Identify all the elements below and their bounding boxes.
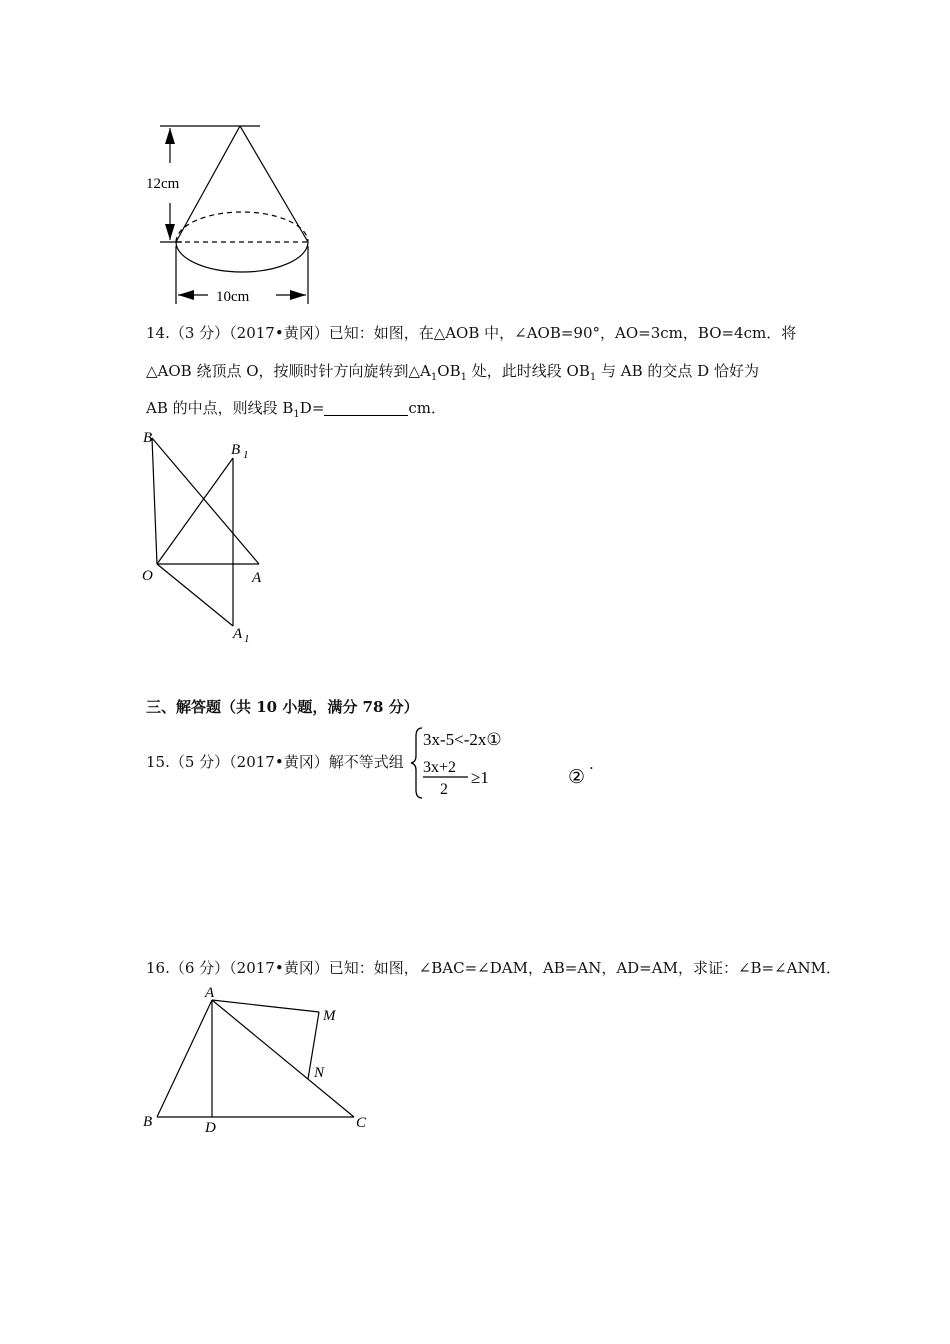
- triangle-figure: [135, 980, 380, 1138]
- q15-suffix: .: [589, 755, 594, 773]
- label-M: M: [323, 1008, 336, 1024]
- label-A1: A: [233, 626, 243, 642]
- label-D: D: [205, 1120, 216, 1136]
- label-B1: B: [231, 442, 241, 458]
- inequality-2-denominator: 2: [440, 781, 448, 798]
- q14-line2: △AOB 绕顶点 O，按顺时针方向旋转到$\triangle A_1OB_1$ 处，此时线段 $OB_1$ 与 AB 的交点 D 恰好为: [146, 362, 759, 383]
- circled-2: ②: [568, 767, 586, 788]
- inequality-2-numerator: 3x+2: [423, 759, 457, 776]
- inequality-1: 3x-5<-2x①: [423, 730, 502, 749]
- label-B: B: [143, 430, 153, 446]
- label-B1-sub: 1: [243, 449, 249, 461]
- answer-blank: [324, 401, 408, 416]
- label-O: O: [142, 568, 153, 584]
- q14-line3: AB 的中点，则线段 $B_1D=$ cm．: [146, 399, 447, 420]
- inequality-2-rhs: ≥1: [471, 768, 489, 787]
- label-A1-sub: 1: [244, 633, 250, 645]
- q14-line1: 14.（3 分）（2017•黄冈）已知：如图，在△AOB 中，∠AOB=90°，AO=3cm，BO=4cm．将: [146, 324, 797, 342]
- rotation-figure: [135, 422, 285, 650]
- section-heading: 三、解答题（共 10 小题，满分 78 分）: [146, 698, 419, 716]
- label-A: A: [252, 570, 262, 586]
- label-C: C: [356, 1115, 367, 1131]
- q15-prefix: 15.（5 分）（2017•黄冈）解不等式组: [146, 753, 404, 771]
- inequality-system: [408, 724, 598, 802]
- cone-figure: [130, 118, 330, 313]
- cone-diameter-label: 10cm: [216, 289, 250, 305]
- cone-height-label: 12cm: [146, 176, 180, 192]
- label-B: B: [143, 1114, 153, 1130]
- label-A: A: [205, 985, 215, 1001]
- q16-text: 16.（6 分）（2017•黄冈）已知：如图，∠BAC=∠DAM，AB=AN，AD=AM，求证：∠B=∠ANM．: [146, 959, 841, 977]
- label-N: N: [314, 1065, 325, 1081]
